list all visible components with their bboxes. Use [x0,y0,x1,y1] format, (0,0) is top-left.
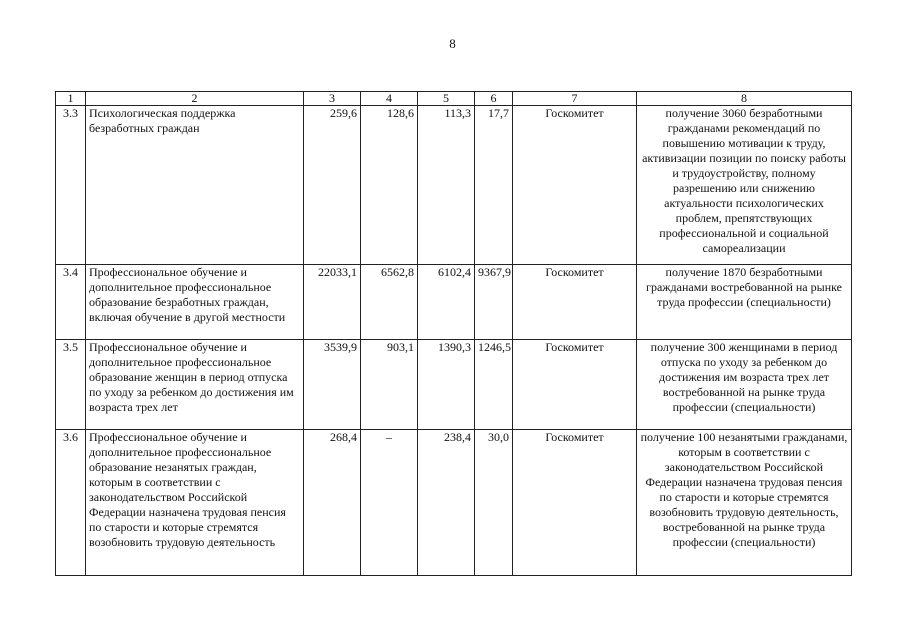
col-header-4: 4 [361,92,418,106]
col-header-2: 2 [86,92,304,106]
row-number: 3.6 [56,430,86,576]
value-col-3: 22033,1 [304,265,361,340]
table-row [56,106,852,265]
expected-result: получение 3060 безработными гражданами рекомендаций по повышению мотивации к труду, активизации позиции по поиску работы и трудоустройству, полному разрешению или снижению актуальности психологических проблем, препятствующих профессиональной и социальной самореализации [637,106,852,265]
col-header-6: 6 [475,92,513,106]
expected-result: получение 300 женщинами в период отпуска по уходу за ребенком до достижения им возраста трех лет востребованной на рынке труда профессии (специальности) [637,340,852,430]
value-col-6: 9367,9 [475,265,513,340]
col-header-5: 5 [418,92,475,106]
col-header-7: 7 [513,92,637,106]
page-number: 8 [449,36,456,51]
col-header-1: 1 [56,92,86,106]
value-col-5: 238,4 [418,430,475,576]
value-col-3: 268,4 [304,430,361,576]
measure-name: Профессиональное обучение и дополнительное профессиональное образование безработных граждан, включая обучение в другой местности [86,265,304,340]
expected-result: получение 1870 безработными гражданами востребованной на рынке труда профессии (специальности) [637,265,852,340]
program-table [55,91,852,576]
measure-name: Профессиональное обучение и дополнительное профессиональное образование женщин в период отпуска по уходу за ребенком до достижения им возраста трех лет [86,340,304,430]
table-row [56,265,852,340]
executor: Госкомитет [513,430,637,576]
value-col-4: – [361,430,418,576]
value-col-4: 128,6 [361,106,418,265]
executor: Госкомитет [513,265,637,340]
executor: Госкомитет [513,106,637,265]
row-number: 3.3 [56,106,86,265]
value-col-5: 113,3 [418,106,475,265]
value-col-5: 6102,4 [418,265,475,340]
value-col-4: 6562,8 [361,265,418,340]
table-row [56,340,852,430]
value-col-3: 259,6 [304,106,361,265]
table-row [56,430,852,576]
expected-result: получение 100 незанятыми гражданами, которым в соответствии с законодательством Российской Федерации назначена трудовая пенсия по старости и которые стремятся возобновить трудовую деятельность, востребованной на рынке труда профессии (специальности) [637,430,852,576]
table-header-row [56,92,852,106]
row-number: 3.5 [56,340,86,430]
value-col-6: 17,7 [475,106,513,265]
measure-name: Психологическая поддержка безработных граждан [86,106,304,265]
measure-name: Профессиональное обучение и дополнительное профессиональное образование незанятых граждан, которым в соответствии с законодательством Российской Федерации назначена трудовая пенсия по старости и которые стремятся возобновить трудовую деятельность [86,430,304,576]
col-header-8: 8 [637,92,852,106]
row-number: 3.4 [56,265,86,340]
value-col-6: 1246,5 [475,340,513,430]
col-header-3: 3 [304,92,361,106]
executor: Госкомитет [513,340,637,430]
value-col-4: 903,1 [361,340,418,430]
value-col-6: 30,0 [475,430,513,576]
value-col-5: 1390,3 [418,340,475,430]
value-col-3: 3539,9 [304,340,361,430]
